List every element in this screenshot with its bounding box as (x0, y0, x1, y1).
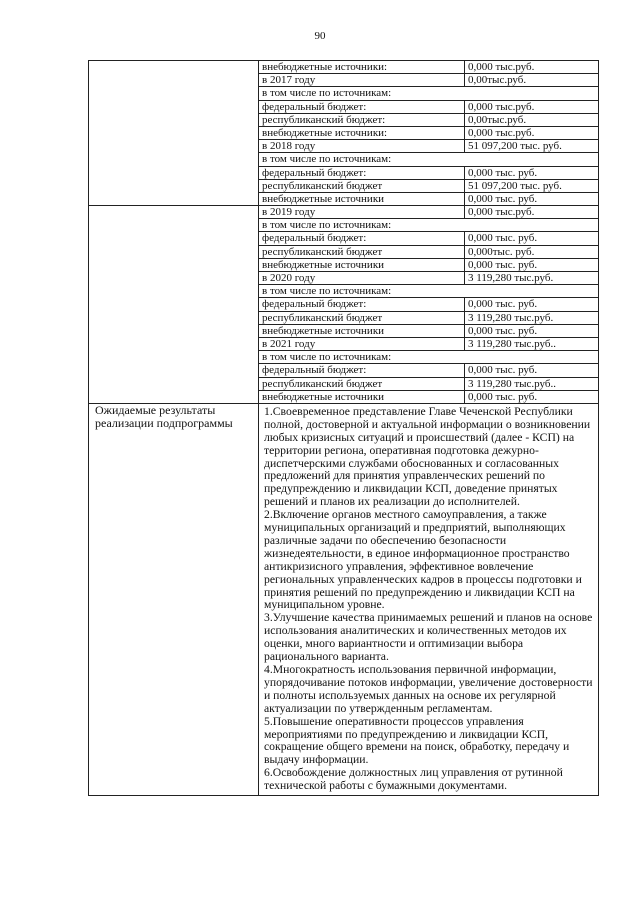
funding-line (259, 127, 599, 140)
funding-subheading: в том числе по источникам: (259, 285, 599, 298)
funding-label: внебюджетные источники: (259, 61, 465, 74)
page-number: 90 (314, 30, 326, 42)
funding-value: 0,000тыс. руб. (465, 246, 599, 259)
funding-line (259, 219, 599, 232)
funding-label: республиканский бюджет (259, 180, 465, 193)
funding-value: 3 119,280 тыс.руб. (465, 312, 599, 325)
funding-label: в 2020 году (259, 272, 465, 285)
funding-value: 3 119,280 тыс.руб.. (465, 378, 599, 391)
result-item-3: 3.Улучшение качества принимаемых решений и планов на основе использования аналитических и количественных методов их оценки, много вариантности и оптимизации выбора рационального варианта. (264, 611, 593, 664)
funding-value: 0,000 тыс.руб. (465, 127, 599, 140)
funding-subheading: в том числе по источникам: (259, 153, 599, 166)
funding-line (259, 259, 599, 272)
funding-line (259, 378, 599, 391)
funding-label: федеральный бюджет: (259, 101, 465, 114)
funding-line (259, 285, 599, 298)
funding-line (259, 114, 599, 127)
result-item-4: 4.Многократность использования первичной информации, упорядочивание потоков информации, увеличение достоверности и полноты используемых данных на основе их регулярной актуализации по утвержденным регламентам. (264, 663, 593, 715)
funding-line (259, 206, 599, 219)
funding-line (259, 364, 599, 377)
funding-value: 51 097,200 тыс. руб. (465, 180, 599, 193)
funding-label: федеральный бюджет: (259, 364, 465, 377)
funding-value: 0,00тыс.руб. (465, 74, 599, 87)
funding-line (259, 101, 599, 114)
funding-label: в 2021 году (259, 338, 465, 351)
funding-line (259, 325, 599, 338)
funding-label: республиканский бюджет: (259, 114, 465, 127)
funding-value: 0,00тыс.руб. (465, 114, 599, 127)
funding-label: федеральный бюджет: (259, 232, 465, 245)
funding-section-1 (259, 61, 599, 206)
funding-label: внебюджетные источники (259, 325, 465, 338)
funding-value: 0,000 тыс. руб. (465, 232, 599, 245)
funding-label: республиканский бюджет (259, 246, 465, 259)
funding-line (259, 193, 599, 206)
funding-value: 3 119,280 тыс.руб.. (465, 338, 599, 351)
funding-line (259, 61, 599, 74)
funding-row-2-label-cell (89, 206, 259, 404)
funding-value: 0,000 тыс. руб. (465, 391, 599, 404)
funding-label: республиканский бюджет (259, 312, 465, 325)
funding-line (259, 140, 599, 153)
funding-subheading: в том числе по источникам: (259, 351, 599, 364)
funding-line (259, 312, 599, 325)
funding-value: 0,000 тыс. руб. (465, 325, 599, 338)
funding-label: внебюджетные источники (259, 193, 465, 206)
result-item-2: 2.Включение органов местного самоуправления, а также муниципальных организаций и предприятий, выполняющих различные задачи по обеспечению безопасности жизнедеятельности, в единое информационное пространство антикризисного управления, эффективное вовлечение региональных управленческих кадров в процессы подготовки и принятия решений по предупреждению и ликвидации КСП на муниципальном уровне. (264, 508, 582, 612)
funding-label: внебюджетные источники (259, 391, 465, 404)
funding-value: 0,000 тыс.руб. (465, 206, 599, 219)
funding-subheading: в том числе по источникам: (259, 219, 599, 232)
funding-value: 0,000 тыс. руб. (465, 259, 599, 272)
funding-value: 0,000 тыс. руб. (465, 193, 599, 206)
funding-label: в 2018 году (259, 140, 465, 153)
funding-label: в 2019 году (259, 206, 465, 219)
funding-line (259, 391, 599, 404)
funding-section-2 (259, 206, 599, 404)
funding-value: 0,000 тыс. руб. (465, 167, 599, 180)
funding-line (259, 87, 599, 100)
funding-value: 0,000 тыс.руб. (465, 61, 599, 74)
funding-value: 0,000 тыс.руб. (465, 101, 599, 114)
funding-line (259, 74, 599, 87)
result-item-5: 5.Повышение оперативности процессов управления мероприятиями по предупреждению и ликвидации КСП, сокращение общего времени на поиск, обработку, передачу и выдачу информации. (264, 714, 570, 767)
funding-value: 3 119,280 тыс.руб. (465, 272, 599, 285)
funding-label: внебюджетные источники (259, 259, 465, 272)
funding-label: федеральный бюджет: (259, 298, 465, 311)
funding-line (259, 351, 599, 364)
subprogram-table (88, 60, 599, 796)
funding-line (259, 246, 599, 259)
result-item-6: 6.Освобождение должностных лиц управления от рутинной технической работы с бумажными документами. (264, 766, 563, 793)
results-label: Ожидаемые результаты реализации подпрограммы (89, 404, 259, 796)
results-text (259, 404, 599, 796)
results-row (89, 404, 599, 796)
funding-line (259, 232, 599, 245)
funding-row-2 (89, 206, 599, 404)
funding-label: федеральный бюджет: (259, 167, 465, 180)
result-item-1: 1.Своевременное представление Главе Чеченской Республики полной, достоверной и актуальной информации о возникновении любых кризисных ситуаций и происшествий (далее - КСП) на территории региона, оперативная подготовка дежурно-диспетчерскими службами обоснованных и согласованных предложений для принятия управленческих решений по предупреждению и ликвидации КСП, доведение принятых решений и планов их реализации до исполнителей. (264, 404, 591, 509)
funding-value: 51 097,200 тыс. руб. (465, 140, 599, 153)
funding-row-1 (89, 61, 599, 206)
funding-label: в 2017 году (259, 74, 465, 87)
funding-line (259, 298, 599, 311)
funding-value: 0,000 тыс. руб. (465, 298, 599, 311)
funding-line (259, 338, 599, 351)
funding-line (259, 153, 599, 166)
funding-line (259, 180, 599, 193)
funding-label: республиканский бюджет (259, 378, 465, 391)
funding-label: внебюджетные источники: (259, 127, 465, 140)
funding-line (259, 167, 599, 180)
funding-subheading: в том числе по источникам: (259, 87, 599, 100)
funding-value: 0,000 тыс. руб. (465, 364, 599, 377)
funding-line (259, 272, 599, 285)
funding-row-1-label-cell (89, 61, 259, 206)
